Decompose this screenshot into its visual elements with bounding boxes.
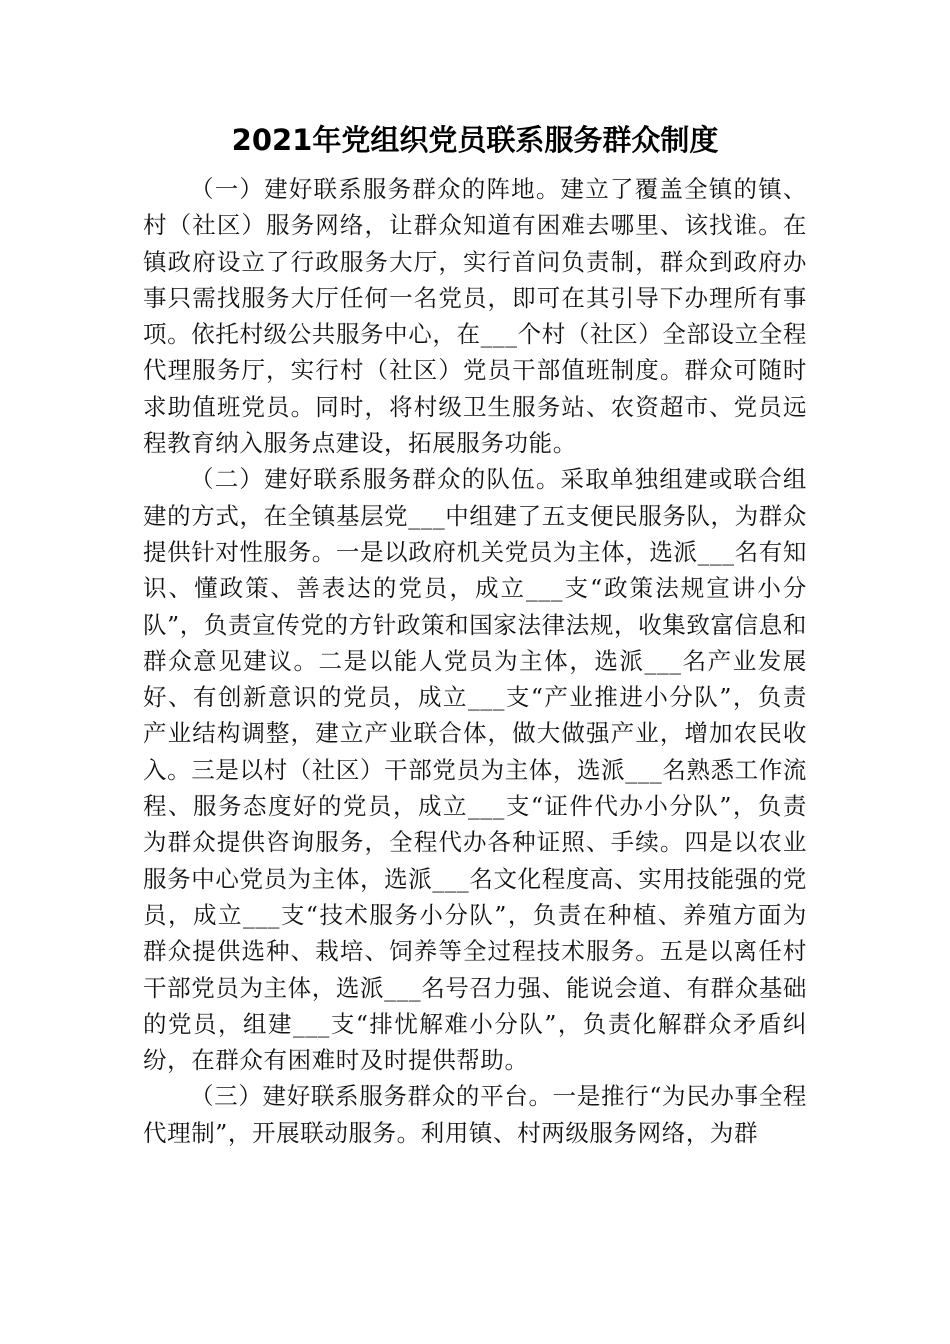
document-title: 2021年党组织党员联系服务群众制度 <box>231 123 719 157</box>
document-body <box>143 171 807 1151</box>
paragraph-1: （一）建好联系服务群众的阵地。建立了覆盖全镇的镇、村（社区）服务网络，让群众知道有困难去哪里、该找谁。在镇政府设立了行政服务大厅，实行首问负责制，群众到政府办事只需找服务大厅任何一名党员，即可在其引导下办理所有事项。依托村级公共服务中心，在___个村（社区）全部设立全程代理服务厅，实行村（社区）党员干部值班制度。群众可随时求助值班党员。同时，将村级卫生服务站、农资超市、党员远程教育纳入服务点建设，拓展服务功能。 <box>143 175 807 458</box>
paragraph-3: （三）建好联系服务群众的平台。一是推行“为民办事全程代理制”，开展联动服务。利用镇、村两级服务网络，为群 <box>143 1082 807 1147</box>
paragraph-2: （二）建好联系服务群众的队伍。采取单独组建或联合组建的方式，在全镇基层党___中组建了五支便民服务队，为群众提供针对性服务。一是以政府机关党员为主体，选派___名有知识、懂政策、善表达的党员，成立___支“政策法规宣讲小分队”，负责宣传党的方针政策和国家法律法规，收集致富信息和群众意见建议。二是以能人党员为主体，选派___名产业发展好、有创新意识的党员，成立___支“产业推进小分队”，负责产业结构调整，建立产业联合体，做大做强产业，增加农民收入。三是以村（社区）干部党员为主体，选派___名熟悉工作流程、服务态度好的党员，成立___支“证件代办小分队”，负责为群众提供咨询服务，全程代办各种证照、手续。四是以农业服务中心党员为主体，选派___名文化程度高、实用技能强的党员，成立___支“技术服务小分队”，负责在种植、养殖方面为群众提供选种、栽培、饲养等全过程技术服务。五是以离任村干部党员为主体，选派___名号召力强、能说会道、有群众基础的党员，组建___支“排忧解难小分队”，负责化解群众矛盾纠纷，在群众有困难时及时提供帮助。 <box>143 465 807 1075</box>
